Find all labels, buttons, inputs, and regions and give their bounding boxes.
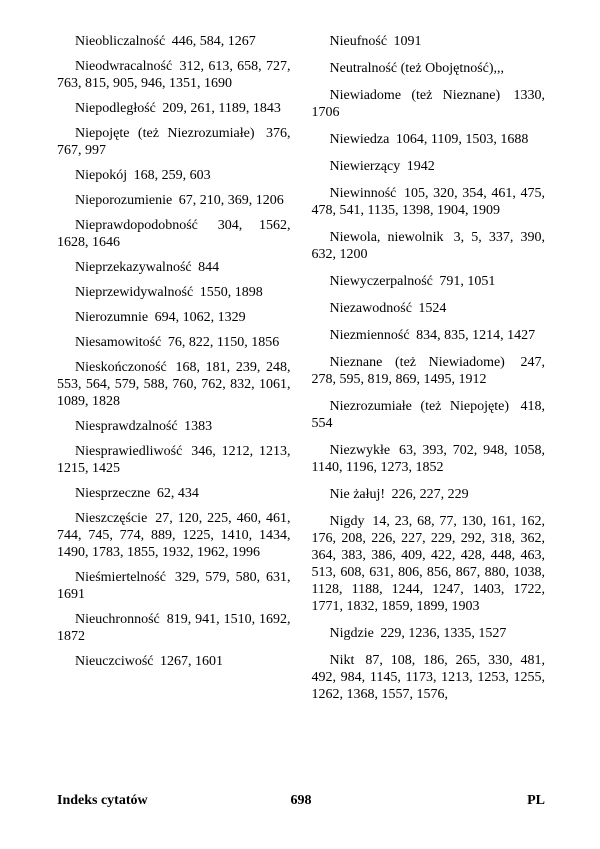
index-refs: 67, 210, 369, 1206 <box>178 193 284 208</box>
index-term: Nieporozumienie <box>75 193 173 208</box>
index-term: Niezwykłe <box>329 443 391 458</box>
index-term: Nigdzie <box>329 626 374 641</box>
index-entry <box>57 100 291 117</box>
index-refs: 304, 1562, 1628, 1646 <box>57 218 291 250</box>
index-entry <box>312 33 546 50</box>
index-refs: 844 <box>198 260 220 275</box>
index-term: Nigdy <box>329 514 365 529</box>
index-entry <box>57 33 291 50</box>
index-term: Nieuchronność <box>75 612 160 627</box>
index-term: Nieodwracalność <box>75 59 173 74</box>
index-refs: 14, 23, 68, 77, 130, 161, 162, 176, 208, 226, 227, 229, 292, 318, 362, 364, 383, 386, 409, 422, 428, 448, 463, 513, 608, 631, 806, 856, 867, 880, 1038, 1128, 1188, 1244, 1247, 1403, 1722, 1771, 1832, 1859, 1899, 1903 <box>311 514 546 614</box>
index-entry <box>57 217 291 251</box>
index-refs: 1091 <box>393 34 422 49</box>
index-entry <box>57 334 291 351</box>
index-refs: 76, 822, 1150, 1856 <box>167 335 280 350</box>
index-entry <box>312 625 546 642</box>
index-refs: 226, 227, 229 <box>391 487 469 502</box>
index-refs: 168, 259, 603 <box>133 168 211 183</box>
index-entry <box>57 309 291 326</box>
index-entry <box>312 486 546 503</box>
index-refs: 1524 <box>418 301 447 316</box>
index-refs: 1383 <box>184 419 213 434</box>
index-entry <box>57 485 291 502</box>
index-entry <box>312 652 546 703</box>
index-refs: 63, 393, 702, 948, 1058, 1140, 1196, 1273, 1852 <box>311 443 546 475</box>
index-term: Niepokój <box>75 168 128 183</box>
index-entry <box>312 185 546 219</box>
index-refs: 1942 <box>406 159 435 174</box>
index-refs: 1267, 1601 <box>160 654 224 669</box>
index-term: Nieszczęście <box>75 511 148 526</box>
index-entry <box>312 87 546 121</box>
index-term: Nieskończoność <box>75 360 167 375</box>
index-entry <box>57 167 291 184</box>
index-term: Nierozumnie <box>75 310 149 325</box>
index-term: Niesprawiedliwość <box>75 444 183 459</box>
index-refs: 87, 108, 186, 265, 330, 481, 492, 984, 1145, 1173, 1213, 1253, 1255, 1262, 1368, 1557, 1576, <box>311 653 546 702</box>
index-entry <box>312 354 546 388</box>
index-term: Nie żałuj! <box>329 487 386 502</box>
index-refs: 168, 181, 239, 248, 553, 564, 579, 588, 760, 762, 832, 1061, 1089, 1828 <box>57 360 291 409</box>
index-term: Neutralność (też Obojętność),,, <box>329 61 505 76</box>
index-columns <box>57 33 545 713</box>
index-term: Niewyczerpalność <box>329 274 433 289</box>
index-term: Nieufność <box>329 34 388 49</box>
footer-page-number: 698 <box>290 793 312 808</box>
index-entry <box>57 58 291 92</box>
index-refs: 27, 120, 225, 460, 461, 744, 745, 774, 889, 1225, 1410, 1434, 1490, 1783, 1855, 1932, 1962, 1996 <box>57 511 291 560</box>
index-entry <box>57 125 291 159</box>
index-refs: 105, 320, 354, 461, 475, 478, 541, 1135, 1398, 1904, 1909 <box>311 186 546 218</box>
index-term: Niewiadome (też Nieznane) <box>329 88 501 103</box>
index-entry <box>57 284 291 301</box>
index-refs: 418, 554 <box>311 399 545 431</box>
index-refs: 791, 1051 <box>439 274 496 289</box>
index-term: Niewola, niewolnik <box>329 230 444 245</box>
index-term: Niepojęte (też Niezrozumiałe) <box>75 126 255 141</box>
index-refs: 1550, 1898 <box>199 285 263 300</box>
index-refs: 209, 261, 1189, 1843 <box>162 101 281 116</box>
index-term: Niezrozumiałe (też Niepojęte) <box>329 399 509 414</box>
index-entry <box>57 510 291 561</box>
index-entry <box>312 442 546 476</box>
footer-section-title: Indeks cytatów <box>57 793 148 808</box>
index-refs: 834, 835, 1214, 1427 <box>416 328 536 343</box>
index-entry <box>57 611 291 645</box>
page-footer <box>57 792 545 809</box>
index-entry <box>312 327 546 344</box>
index-refs: 247, 278, 595, 819, 869, 1495, 1912 <box>311 355 545 387</box>
index-entry <box>57 359 291 410</box>
index-refs: 1330, 1706 <box>311 88 546 120</box>
index-entry <box>57 192 291 209</box>
index-term: Nieznane (też Niewiadome) <box>329 355 505 370</box>
index-column-left <box>57 33 291 713</box>
index-refs: 312, 613, 658, 727, 763, 815, 905, 946, 1351, 1690 <box>57 59 291 91</box>
index-entry <box>312 513 546 615</box>
index-entry <box>57 259 291 276</box>
index-entry <box>312 158 546 175</box>
index-refs: 376, 767, 997 <box>57 126 291 158</box>
index-refs: 229, 1236, 1335, 1527 <box>380 626 507 641</box>
index-refs: 346, 1212, 1213, 1215, 1425 <box>57 444 291 476</box>
index-refs: 819, 941, 1510, 1692, 1872 <box>57 612 291 644</box>
index-term: Niewinność <box>329 186 397 201</box>
index-term: Niezawodność <box>329 301 412 316</box>
index-term: Nieśmiertelność <box>75 570 166 585</box>
index-term: Niewiedza <box>329 132 390 147</box>
index-term: Nieuczciwość <box>75 654 154 669</box>
index-entry <box>57 418 291 435</box>
index-term: Niewierzący <box>329 159 401 174</box>
index-entry <box>57 443 291 477</box>
index-entry <box>312 131 546 148</box>
index-refs: 1064, 1109, 1503, 1688 <box>395 132 529 147</box>
index-term: Nieobliczalność <box>75 34 166 49</box>
index-entry <box>57 569 291 603</box>
index-entry <box>312 398 546 432</box>
index-term: Nieprzekazywalność <box>75 260 192 275</box>
index-refs: 3, 5, 337, 390, 632, 1200 <box>311 230 546 262</box>
index-refs: 446, 584, 1267 <box>171 34 256 49</box>
index-term: Nieprawdopodobność <box>75 218 198 233</box>
index-refs: 329, 579, 580, 631, 1691 <box>57 570 291 602</box>
index-refs: 62, 434 <box>156 486 199 501</box>
index-term: Niesprawdzalność <box>75 419 178 434</box>
index-term: Nieprzewidywalność <box>75 285 194 300</box>
index-term: Nikt <box>329 653 355 668</box>
index-term: Niezmienność <box>329 328 410 343</box>
index-entry <box>312 273 546 290</box>
index-entry <box>312 60 546 77</box>
footer-language-code: PL <box>527 793 545 808</box>
index-entry <box>312 300 546 317</box>
index-term: Niepodległość <box>75 101 156 116</box>
index-term: Niesamowitość <box>75 335 162 350</box>
index-entry <box>312 229 546 263</box>
index-column-right <box>312 33 546 713</box>
index-refs: 694, 1062, 1329 <box>154 310 246 325</box>
index-term: Niesprzeczne <box>75 486 151 501</box>
index-entry <box>57 653 291 670</box>
